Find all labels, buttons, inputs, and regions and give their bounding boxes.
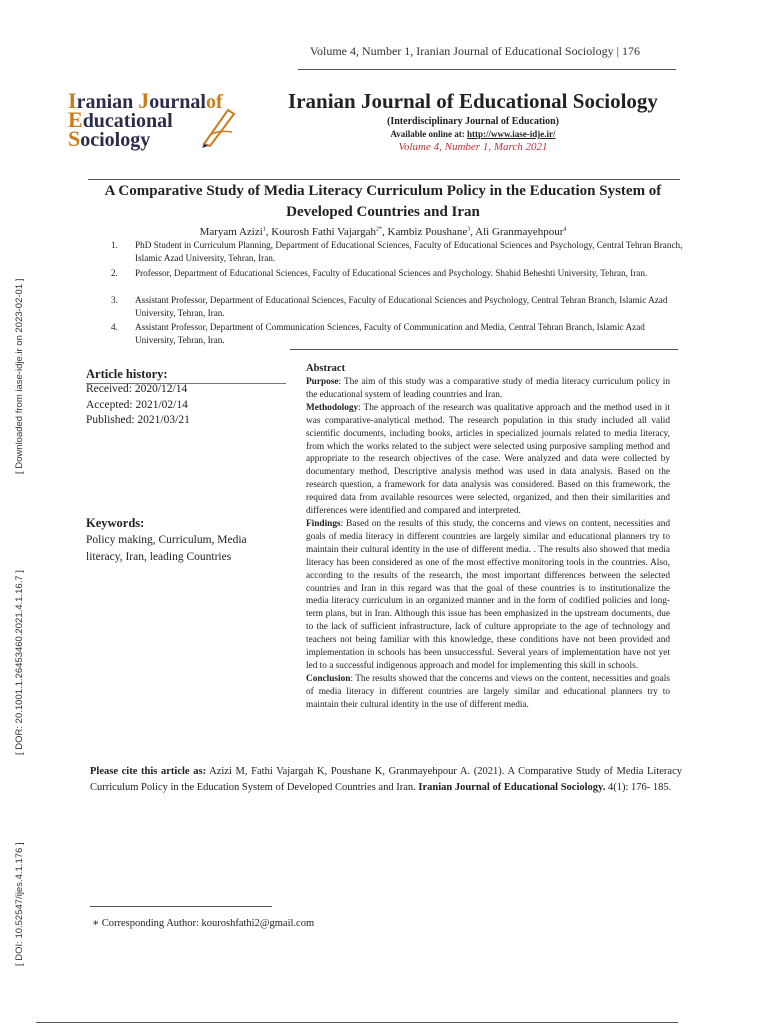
corresponding-author-footnote: ∗ Corresponding Author: kouroshfathi2@gmail.com [92, 918, 315, 929]
page-bottom-rule [36, 1022, 678, 1023]
affiliation-divider [290, 349, 678, 350]
published-date: Published: 2021/03/21 [86, 414, 190, 426]
logo-line-3: Sociology [68, 126, 151, 151]
journal-logo [66, 88, 266, 152]
citation-label: Please cite this article as: [90, 766, 207, 777]
author: Ali Granmayehpour [475, 226, 564, 238]
title-divider [88, 179, 680, 180]
footnote-divider [90, 906, 272, 907]
author: Kourosh Fathi Vajargah [271, 226, 376, 238]
doi-stamp: [ DOI: 10.52547/ijes.4.1.176 ] [14, 842, 25, 966]
findings-label: Findings [306, 518, 341, 529]
header-divider [298, 69, 676, 70]
purpose-text: : The aim of this study was a comparative study of media literacy curriculum policy in the educational system of leading countries and Iran. [306, 377, 670, 400]
citation-block [90, 764, 682, 796]
journal-volume: Volume 4, Number 1, March 2021 [398, 141, 548, 153]
conclusion-text: : The results showed that the concerns and views on the content, necessities and goals of media literacy in different countries are largely similar and educational planners try to maintain their cultural identity in the use of different media. [306, 673, 670, 710]
keywords-text: Policy making, Curriculum, Media literacy, Iran, leading Countries [86, 534, 247, 563]
logo-line-1: Iranian Journalof [68, 88, 223, 113]
purpose-label: Purpose [306, 377, 339, 387]
abstract-body [306, 376, 670, 712]
conclusion-label: Conclusion [306, 673, 351, 684]
pen-icon [198, 104, 238, 148]
abstract-heading: Abstract [306, 363, 346, 374]
dor-stamp: [ DOR: 20.1001.1.26453460.2021.4.1.16.7 ] [14, 570, 25, 755]
keywords-heading: Keywords: [86, 516, 145, 530]
journal-subtitle: (Interdisciplinary Journal of Education) [387, 116, 559, 127]
accepted-date: Accepted: 2021/02/14 [86, 399, 188, 411]
findings-text: : Based on the results of this study, the concerns and views on content, necessities and goals of media literacy in different countries are largely similar and educational planners try to maintain their cultural identity in the use of different media. . The results also showed that media literacy has been considered as one of the most effective monitoring tools in the countries. Also, according to the results of the research, the most important differences between the selected countries and Iran in this regard was that the goal of these countries is to institutionalize the media literacy curriculum in an organized manner and in the form of codified policies and long-term plans, but in Iran. Although this issue has been emphasized in the upstream documents, due to the lack of sufficient infrastructure, lack of culture appropriate to the age of technology and teachers not being familiar with this knowledge, these conditions have not been provided and implementation in schools has been unsuccessful. Several years of implementation have not yet led to a successful indigenous approach and model for implementing this skill in schools. [306, 518, 670, 671]
received-date: Received: 2020/12/14 [86, 383, 188, 395]
citation-text: Azizi M, Fathi Vajargah K, Poushane K, Granmayehpour A. (2021). A Comparative Study of Media Literacy Curriculum Policy in the Education System of Developed Countries and Iran. [90, 766, 682, 793]
paper-title: A Comparative Study of Media Literacy Curriculum Policy in the Education System of Developed Countries and Iran [104, 183, 662, 220]
journal-title: Iranian Journal of Educational Sociology [288, 89, 658, 113]
article-history-heading: Article history: [86, 367, 168, 381]
author-list: Maryam Azizi$^1$, Kourosh Fathi Vajargah$^{2*}$, Kambiz Poushane$^3$, Ali Granmayehpour$^4$ [199, 226, 567, 238]
citation-tail: 4(1): 176- 185. [605, 782, 672, 793]
journal-url-link[interactable]: http://www.iase-idje.ir/ [467, 129, 556, 139]
logo-line-2: Educational [68, 107, 173, 132]
author: Maryam Azizi [199, 226, 263, 238]
methodology-label: Methodology [306, 402, 359, 413]
author: Kambiz Poushane [387, 226, 468, 238]
methodology-text: : The approach of the research was qualitative approach and the method used in it was comparative-analytical method. The research population in this study included all valid scientific documents, including books, articles in specialized journals related to media literacy, from which the works related to the subject were selected using purposive sampling method and appropriate to the research objectives of the case. Were analyzed and data were collected by documentary method, Descriptive analysis method was used in data analysis. Based on the research question, a framework for data analysis was considered. Based on this framework, the required data from available resources were selected, organized, and then their similarities and differences were identified and compared and interpreted. [306, 402, 670, 517]
running-head: Volume 4, Number 1, Iranian Journal of Educational Sociology | 176 [309, 44, 640, 58]
citation-journal: Iranian Journal of Educational Sociology. [418, 782, 606, 793]
downloaded-stamp: [ Downloaded from iase-idje.ir on 2023-02-01 ] [14, 278, 25, 474]
journal-availability: Available online at: http://www.iase-idje.ir/ [390, 129, 556, 139]
